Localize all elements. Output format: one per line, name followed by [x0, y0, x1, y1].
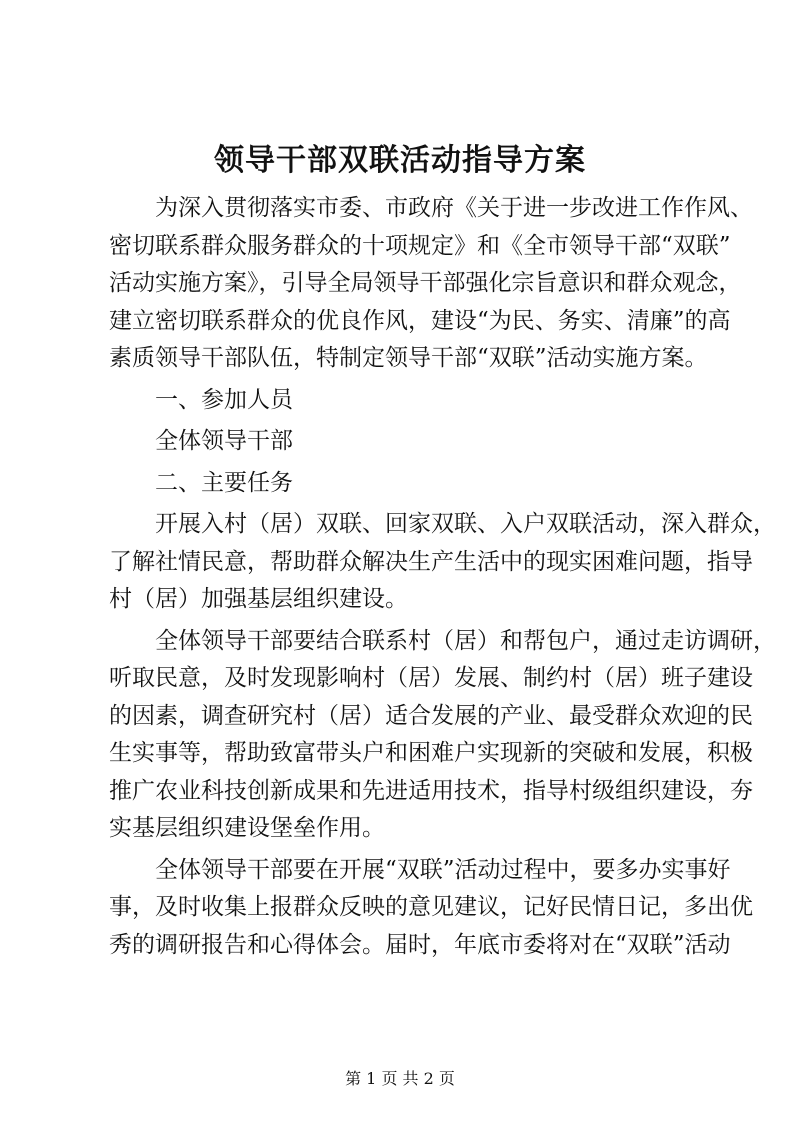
text-line: 全体领导干部要在开展“双联”活动过程中，要多办实事好	[155, 856, 731, 883]
text-line: 为深入贯彻落实市委、市政府《关于进一步改进工作作风、	[155, 195, 753, 221]
text-line: 全体领导干部	[155, 428, 293, 454]
section-heading-participants	[109, 382, 695, 420]
document-body	[109, 190, 776, 964]
paragraph-participants	[109, 423, 695, 461]
page-footer: 第 1 页 共 2 页	[345, 1069, 455, 1088]
paragraph-tasks	[109, 506, 776, 619]
paragraph-research	[109, 623, 776, 848]
text-line: 活动实施方案》，引导全局领导干部强化宗旨意识和群众观念，	[109, 270, 742, 296]
section-heading-tasks	[109, 465, 695, 503]
text-line: 素质领导干部队伍，特制定领导干部“双联”活动实施方案。	[109, 345, 708, 371]
text-line: 开展入村（居）双联、回家双联、入户双联活动，深入群众，	[155, 511, 776, 537]
text-line: 的因素，调查研究村（居）适合发展的产业、最受群众欢迎的民	[109, 702, 753, 729]
text-line: 推广农业科技创新成果和先进适用技术，指导村级组织建设，夯	[109, 777, 753, 804]
text-line: 一、参加人员	[155, 386, 293, 413]
text-line: 全体领导干部要结合联系村（居）和帮包户，通过走访调研，	[155, 627, 776, 654]
text-line: 秀的调研报告和心得体会。届时，年底市委将对在“双联”活动	[109, 931, 731, 958]
text-line: 密切联系群众服务群众的十项规定》和《全市领导干部“双联”	[109, 232, 731, 259]
text-line: 村（居）加强基层组织建设。	[109, 586, 408, 612]
text-line: 听取民意，及时发现影响村（居）发展、制约村（居）班子建设	[109, 665, 753, 691]
paragraph-intro	[109, 190, 753, 378]
paragraph-activities	[109, 852, 753, 965]
text-line: 生实事等，帮助致富带头户和困难户实现新的突破和发展，积极	[109, 740, 753, 766]
text-line: 二、主要任务	[155, 469, 293, 496]
document-title: 领导干部双联活动指导方案	[214, 143, 586, 178]
text-line: 事，及时收集上报群众反映的意见建议，记好民情日记，多出优	[109, 894, 753, 920]
text-line: 了解社情民意，帮助群众解决生产生活中的现实困难问题，指导	[109, 548, 753, 575]
text-line: 实基层组织建设堡垒作用。	[109, 815, 385, 841]
text-line: 建立密切联系群众的优良作风，建设“为民、务实、清廉”的高	[109, 307, 731, 334]
